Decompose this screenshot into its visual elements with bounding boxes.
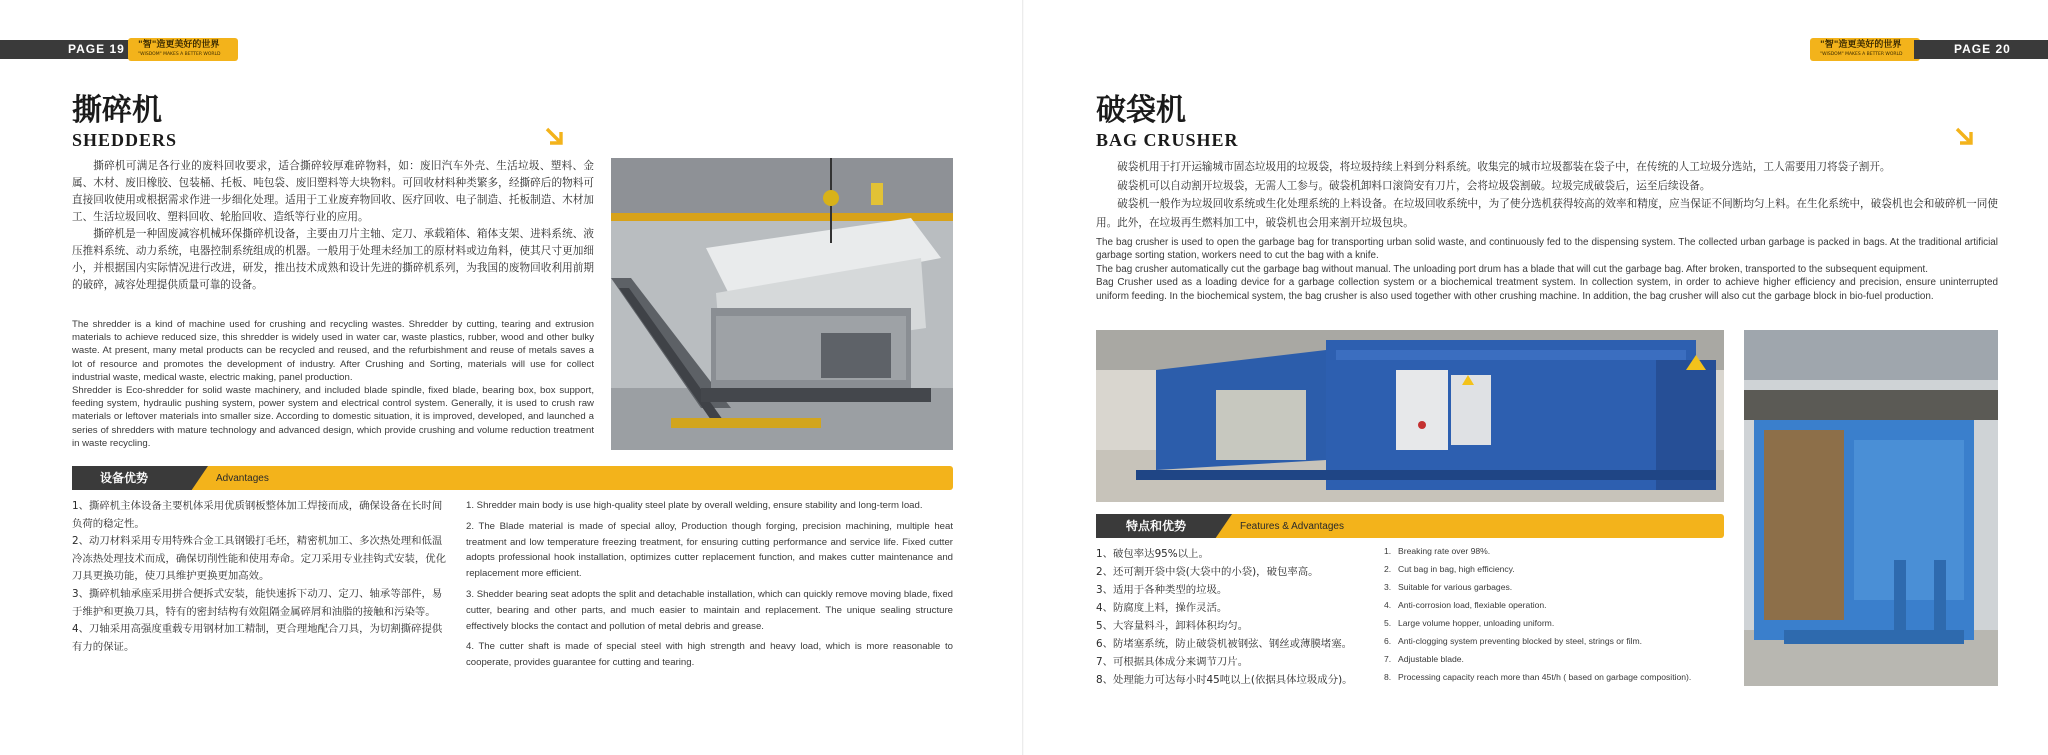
list-item: 4、防腐度上料，操作灵活。 bbox=[1096, 602, 1228, 614]
list-item bbox=[1384, 632, 1724, 650]
intro-en-paragraph: The shredder is a kind of machine used for crushing and recycling wastes. Shredder by cutting, tearing and extrusion materials to achieve reduced size, this shredder is widely used in water car, waste plastics, rubber, wood and other bulky waste. At present, many metal products can be recycled and reused, and the refurbishment and reuse of metals saves a lot of resource and promotes the development of industry. After Crushing and Sorting, materials will use for collect industrial waste, medical waste, electric making, panel production. bbox=[72, 319, 594, 383]
list-item: 4. The cutter shaft is made of special steel with high strength and heavy load, which is more reasonable to cooperate, provides guarantee for cutting and tearing. bbox=[466, 641, 953, 669]
list-item-text: Processing capacity reach more than 45t/h ( based on garbage composition). bbox=[1398, 672, 1692, 682]
list-item: 3、适用于各种类型的垃圾。 bbox=[1096, 584, 1228, 596]
features-list-cn bbox=[1096, 545, 1396, 689]
intro-cn bbox=[72, 158, 594, 294]
section-title-en: Advantages bbox=[216, 473, 269, 484]
page-right bbox=[1024, 0, 2048, 755]
intro-cn-paragraph: 破袋机一般作为垃圾回收系统或生化处理系统的上料设备。在垃圾回收系统中，为了使分选机获得较高的效率和精度，应当保证不间断均匀上料。在生化系统中，破袋机也会和破碎机一同使用。此外，在垃圾再生燃料加工中，破袋机也会用来割开垃圾包块。 bbox=[1096, 198, 1998, 229]
features-section-bar bbox=[1096, 514, 1724, 538]
intro-cn-paragraph: 撕碎机是一种固废减容机械环保撕碎机设备，主要由刀片主轴、定刀、承载箱体、箱体支架、进料系统、液压推料系统、动力系统，电器控制系统组成的机器。一般用于处理未经加工的原材料或边角料，使其尺寸更加细小，并根据国内实际情况进行改进，研发，推出技术成熟和设计先进的撕碎机系列，为我国的废物回收利用前期的破碎，减容处理提供质量可靠的设备。 bbox=[72, 228, 594, 291]
slogan-cn: "智"造更美好的世界 bbox=[1820, 40, 1902, 50]
intro-en bbox=[72, 318, 594, 450]
list-item bbox=[1384, 596, 1724, 614]
list-item: 4、刀轴采用高强度重载专用钢材加工精制，更合理地配合刀具，为切割撕碎提供有力的保证。 bbox=[72, 623, 443, 653]
list-item: 3. Shedder bearing seat adopts the split and detachable installation, which can quickly remove moving blade, fixed cutter, bearing and other parts, and much easier to maintain and replacement. The unique sealing structure effectively blocks the contact and pollution of metal debris and grease. bbox=[466, 588, 953, 632]
slogan-en: "WISDOM" MAKES A BETTER WORLD bbox=[1820, 52, 1903, 57]
list-item: 2、还可割开袋中袋(大袋中的小袋)，破包率高。 bbox=[1096, 566, 1319, 578]
list-item-text: Suitable for various garbages. bbox=[1398, 582, 1513, 592]
advantages-list-cn bbox=[72, 498, 450, 656]
list-item-number: 5. bbox=[1384, 618, 1392, 628]
slogan-badge bbox=[128, 38, 238, 61]
slogan-cn: "智"造更美好的世界 bbox=[138, 40, 220, 50]
intro-en bbox=[1096, 236, 1998, 303]
list-item: 3、撕碎机轴承座采用拼合便拆式安装，能快速拆下动刀、定刀、轴承等部件，易于维护和更换刀具，特有的密封结构有效阻隔金属碎屑和油脂的接触和污染等。 bbox=[72, 587, 443, 618]
list-item-text: Adjustable blade. bbox=[1398, 654, 1464, 664]
intro-cn-paragraph: 撕碎机可满足各行业的废料回收要求，适合撕碎较厚难碎物料，如：废旧汽车外壳、生活垃圾、塑料、金属、木材、废旧橡胶、包装桶、托板、吨包袋、废旧塑料等大块物料。可回收材料种类繁多，经撕碎后的物料可直接回收使用或根据需求作进一步细化处理。适用于工业废弃物回收、医疗回收、电子制造、托板制造、木材加工、生活垃圾回收、塑料回收、轮胎回收、造纸等行业的应用。 bbox=[72, 160, 594, 223]
list-item-number: 6. bbox=[1384, 636, 1392, 646]
page-title-cn: 撕碎机 bbox=[72, 93, 162, 128]
slogan-badge bbox=[1810, 38, 1920, 61]
list-item-text: Breaking rate over 98%. bbox=[1398, 546, 1491, 556]
intro-en-paragraph: Bag Crusher used as a loading device for a garbage collection system or a biochemical treatment system. In collection system, in order to achieve higher efficiency and precision, ensure uninterrupted uniform feeding. In the biochemical system, the bag crusher is also used together with other crushing machine. In addition, the bag crusher will also cut the garbage block in bio-fuel production. bbox=[1096, 277, 1998, 302]
intro-cn bbox=[1096, 158, 1998, 232]
section-title-cn: 特点和优势 bbox=[1126, 519, 1187, 533]
list-item: 2、动刀材料采用专用特殊合金工具钢锻打毛坯，精密机加工、多次热处理和低温冷冻热处理技术而成，确保切削性能和使用寿命。定刀采用专业挂钩式安装，优化刀具更换功能，使刀具维护更换更加高效。 bbox=[72, 535, 447, 583]
arrow-down-right-icon bbox=[1954, 126, 1976, 148]
page-title-en: SHEDDERS bbox=[72, 130, 178, 150]
list-item-number: 1. bbox=[1384, 546, 1392, 556]
slogan-en: "WISDOM" MAKES A BETTER WORLD bbox=[138, 52, 221, 57]
list-item: 1. Shredder main body is use high-quality steel plate by overall welding, ensure stability and long-term load. bbox=[466, 500, 923, 511]
intro-en-paragraph: Shredder is Eco-shredder for solid waste machinery, and included blade spindle, fixed blade, bearing box, box support, feeding system, hydraulic pushing system, power system and electrical control system. Generally, it is used to crush raw materials or leftover materials into smaller size. According to domestic situation, it is improved, developed, and launched a series of shredders with mature technology and advanced design, which provide crushing and volume reduction treatment in waste recycling. bbox=[72, 385, 594, 449]
list-item-text: Large volume hopper, unloading uniform. bbox=[1398, 618, 1555, 628]
shredder-photo bbox=[611, 158, 953, 450]
list-item-text: Anti-clogging system preventing blocked by steel, strings or film. bbox=[1398, 636, 1643, 646]
list-item-number: 2. bbox=[1384, 564, 1392, 574]
intro-en-paragraph: The bag crusher automatically cut the garbage bag without manual. The unloading port drum has a blade that will cut the garbage bag. After broken, transported to the subsequent equipment. bbox=[1096, 263, 1929, 275]
list-item bbox=[1384, 668, 1724, 686]
list-item bbox=[1384, 542, 1724, 560]
list-item-number: 8. bbox=[1384, 672, 1392, 682]
section-title-en: Features & Advantages bbox=[1240, 521, 1344, 532]
advantages-section-bar bbox=[72, 466, 953, 490]
list-item: 1、破包率达95%以上。 bbox=[1096, 548, 1209, 560]
intro-cn-paragraph: 破袋机可以自动割开垃圾袋，无需人工参与。破袋机卸料口滚筒安有刀片，会将垃圾袋割破。垃圾完成破袋后，运至后续设备。 bbox=[1117, 179, 1711, 192]
list-item: 6、防堵塞系统，防止破袋机被钢弦、钢丝或薄膜堵塞。 bbox=[1096, 638, 1352, 650]
bag-crusher-photo bbox=[1096, 330, 1724, 502]
list-item: 8、处理能力可达每小时45吨以上(依据具体垃圾成分)。 bbox=[1096, 674, 1353, 686]
bag-crusher-side-photo bbox=[1744, 330, 1998, 686]
list-item-number: 3. bbox=[1384, 582, 1392, 592]
list-item: 2. The Blade material is made of special alloy, Production though forging, precision machining, multiple heat treatment and low temperature freezing treatment, for ensuring cutting performance and service life. Fixed cutter adopts professional hook installation, optimizes cutter replacement function, and makes cutter maintenance and replacement more efficient. bbox=[466, 520, 953, 580]
list-item bbox=[1384, 650, 1724, 668]
page-title-en: BAG CRUSHER bbox=[1096, 130, 1239, 150]
page-number: PAGE 20 bbox=[1954, 42, 2011, 56]
list-item bbox=[1384, 578, 1724, 596]
page-header-bar bbox=[1914, 40, 2048, 59]
list-item: 7、可根据具体成分来调节刀片。 bbox=[1096, 656, 1249, 668]
features-list-en bbox=[1384, 542, 1724, 686]
list-item: 5、大容量料斗，卸料体积均匀。 bbox=[1096, 620, 1249, 632]
section-title-cn: 设备优势 bbox=[100, 471, 149, 485]
list-item-number: 4. bbox=[1384, 600, 1392, 610]
list-item-text: Cut bag in bag, high efficiency. bbox=[1398, 564, 1515, 574]
list-item-text: Anti-corrosion load, flexiable operation. bbox=[1398, 600, 1547, 610]
page-header-bar bbox=[0, 40, 135, 59]
advantages-list-en bbox=[466, 498, 953, 676]
intro-cn-paragraph: 破袋机用于打开运输城市固态垃圾用的垃圾袋，将垃圾持续上料到分料系统。收集完的城市垃圾都装在袋子中，在传统的人工垃圾分选站，工人需要用刀将袋子割开。 bbox=[1117, 161, 1891, 173]
intro-en-paragraph: The bag crusher is used to open the garbage bag for transporting urban solid waste, and continuously fed to the dispensing system. The collected urban garbage is packed in bags. At the traditional artificial garbage sorting station, workers need to cut the bag with a knife. bbox=[1096, 237, 1998, 262]
arrow-down-right-icon bbox=[544, 126, 566, 148]
page-title-cn: 破袋机 bbox=[1096, 93, 1186, 128]
list-item: 1、撕碎机主体设备主要机体采用优质钢板整体加工焊接而成，确保设备在长时间负荷的稳定性。 bbox=[72, 500, 443, 530]
list-item bbox=[1384, 560, 1724, 578]
list-item-number: 7. bbox=[1384, 654, 1392, 664]
page-number: PAGE 19 bbox=[68, 42, 125, 56]
list-item bbox=[1384, 614, 1724, 632]
